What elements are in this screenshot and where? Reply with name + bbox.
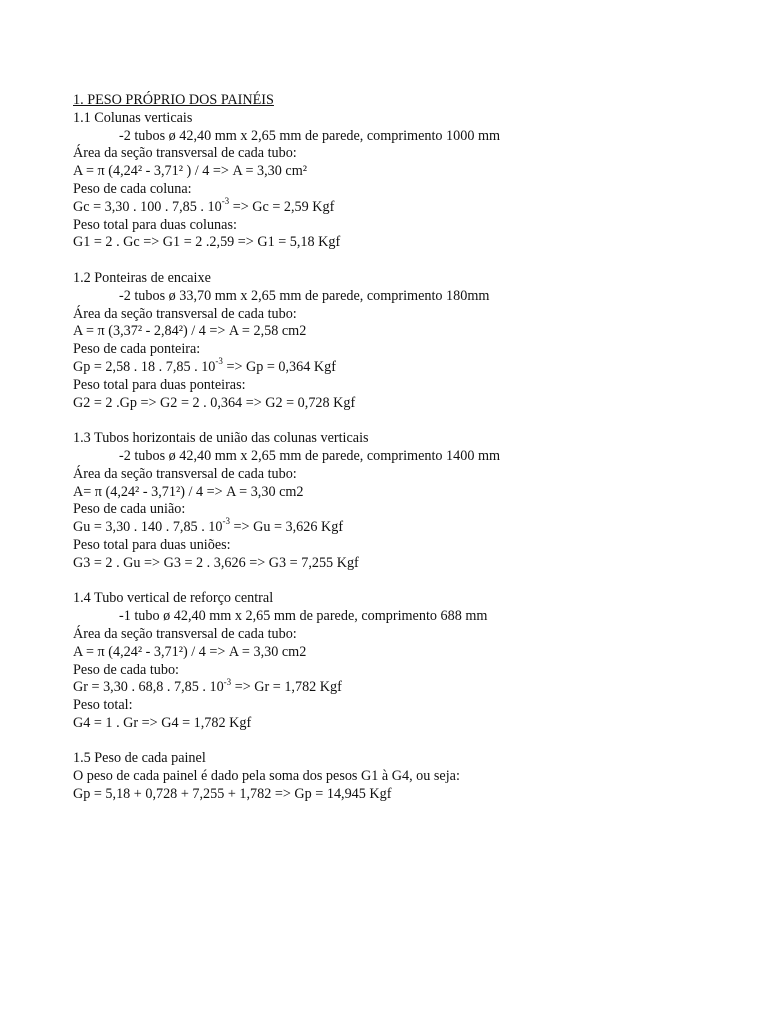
weight-formula-exponent: -3 xyxy=(215,356,223,367)
weight-label: Peso de cada união: xyxy=(73,501,186,518)
total-formula: G3 = 2 . Gu => G3 = 2 . 3,626 => G3 = 7,255 Kgf xyxy=(73,554,359,571)
area-formula: A = π (3,37² - 2,84²) / 4 => A = 2,58 cm2 xyxy=(73,323,307,340)
section-1-1 xyxy=(73,110,753,252)
weight-formula-post: => Gu = 3,626 Kgf xyxy=(229,519,344,536)
blank-line xyxy=(73,573,753,591)
weight-label: Peso de cada tubo: xyxy=(73,661,179,678)
tube-spec: -2 tubos ø 33,70 mm x 2,65 mm de parede, comprimento 180mm xyxy=(119,287,490,304)
area-label: Área da seção transversal de cada tubo: xyxy=(73,305,297,322)
document-title: 1. PESO PRÓPRIO DOS PAINÉIS xyxy=(73,92,274,108)
tube-spec: -2 tubos ø 42,40 mm x 2,65 mm de parede, comprimento 1000 mm xyxy=(119,127,501,144)
summary-sentence: O peso de cada painel é dado pela soma dos pesos G1 à G4, ou seja: xyxy=(73,768,460,785)
total-formula: G1 = 2 . Gc => G1 = 2 .2,59 => G1 = 5,18 Kgf xyxy=(73,234,341,251)
total-label: Peso total para duas ponteiras: xyxy=(73,376,246,393)
section-1-3 xyxy=(73,430,753,572)
area-formula: A = π (4,24² - 3,71² ) / 4 => A = 3,30 cm² xyxy=(73,163,307,180)
weight-formula-post: => Gc = 2,59 Kgf xyxy=(229,198,335,215)
blank-line xyxy=(73,252,753,270)
area-label: Área da seção transversal de cada tubo: xyxy=(73,625,297,642)
weight-formula-pre: Gu = 3,30 . 140 . 7,85 . 10 xyxy=(73,519,223,536)
section-1-4 xyxy=(73,590,753,732)
weight-formula-post: => Gr = 1,782 Kgf xyxy=(231,679,342,696)
tube-spec: -2 tubos ø 42,40 mm x 2,65 mm de parede, comprimento 1400 mm xyxy=(119,447,501,464)
total-label: Peso total para duas colunas: xyxy=(73,216,237,233)
final-formula: Gp = 5,18 + 0,728 + 7,255 + 1,782 => Gp = 14,945 Kgf xyxy=(73,786,392,803)
weight-formula xyxy=(73,676,753,697)
weight-label: Peso de cada coluna: xyxy=(73,180,192,197)
weight-formula-exponent: -3 xyxy=(222,516,230,527)
weight-formula xyxy=(73,516,753,537)
section-1-2 xyxy=(73,270,753,412)
section-1-5 xyxy=(73,750,753,803)
tube-spec: -1 tubo ø 42,40 mm x 2,65 mm de parede, comprimento 688 mm xyxy=(119,608,488,625)
weight-formula-pre: Gp = 2,58 . 18 . 7,85 . 10 xyxy=(73,358,216,375)
weight-formula-exponent: -3 xyxy=(221,196,230,207)
total-formula: G2 = 2 .Gp => G2 = 2 . 0,364 => G2 = 0,728 Kgf xyxy=(73,394,356,411)
section-heading: 1.4 Tubo vertical de reforço central xyxy=(73,590,274,607)
weight-formula xyxy=(73,356,753,377)
area-label: Área da seção transversal de cada tubo: xyxy=(73,145,297,162)
section-heading: 1.1 Colunas verticais xyxy=(73,109,193,126)
total-label: Peso total para duas uniões: xyxy=(73,536,231,553)
area-formula: A = π (4,24² - 3,71²) / 4 => A = 3,30 cm2 xyxy=(73,643,307,660)
section-heading: 1.5 Peso de cada painel xyxy=(73,750,206,767)
weight-formula-pre: Gc = 3,30 . 100 . 7,85 . 10 xyxy=(73,198,222,215)
area-formula: A= π (4,24² - 3,71²) / 4 => A = 3,30 cm2 xyxy=(73,483,304,500)
blank-line xyxy=(73,733,753,751)
section-heading: 1.3 Tubos horizontais de união das colunas verticais xyxy=(73,430,369,447)
weight-formula-exponent: -3 xyxy=(223,676,232,687)
area-label: Área da seção transversal de cada tubo: xyxy=(73,465,297,482)
total-formula: G4 = 1 . Gr => G4 = 1,782 Kgf xyxy=(73,714,252,731)
document-page xyxy=(73,92,753,804)
weight-label: Peso de cada ponteira: xyxy=(73,341,201,358)
weight-formula-post: => Gp = 0,364 Kgf xyxy=(222,358,336,375)
blank-line xyxy=(73,412,753,430)
section-heading: 1.2 Ponteiras de encaixe xyxy=(73,269,211,286)
weight-formula-pre: Gr = 3,30 . 68,8 . 7,85 . 10 xyxy=(73,679,224,696)
total-label: Peso total: xyxy=(73,697,133,714)
weight-formula xyxy=(73,196,753,217)
